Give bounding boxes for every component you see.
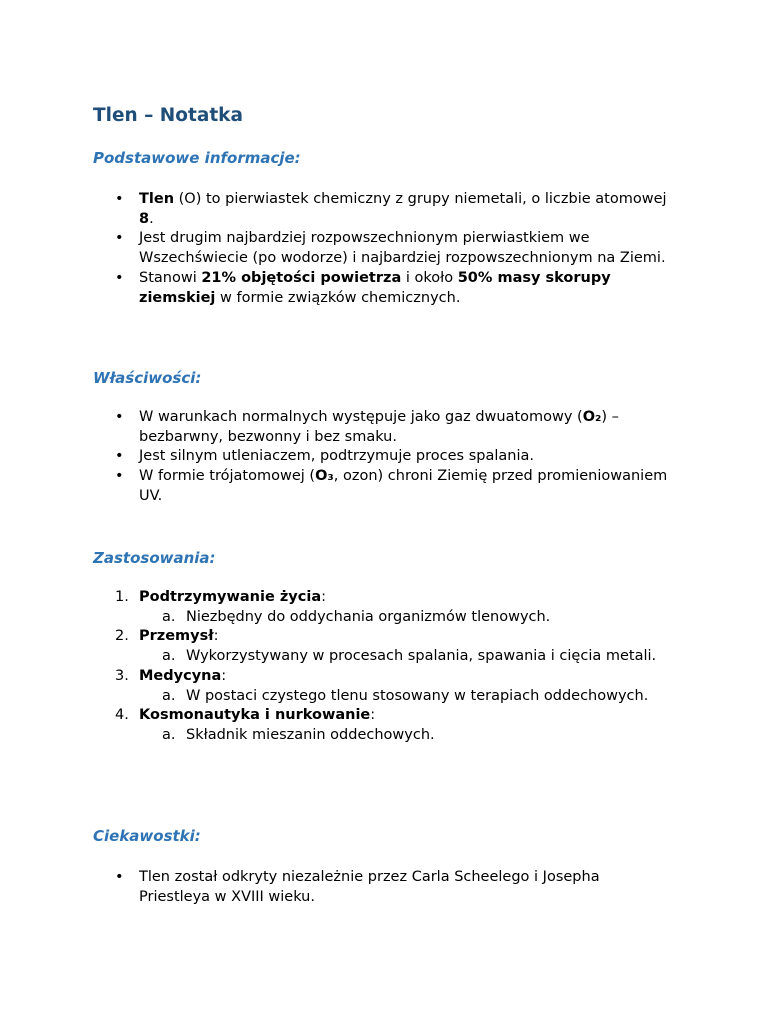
bullet-marker: • [115,191,124,207]
section-heading-applications: Zastosowania: [93,549,216,567]
item-text: W postaci czystego tlenu stosowany w terapiach oddechowych. [186,687,649,704]
sub-list-item [162,608,669,628]
applications-list [115,588,669,746]
list-item [115,408,669,447]
bullet-marker: • [115,468,124,485]
bold-term: Przemysł [139,628,214,645]
sub-list-item [162,687,669,707]
sub-list-letter: a. [162,726,176,743]
section-heading-properties: Właściwości: [93,369,202,387]
list-number: 2. [115,628,129,645]
sub-list-item [162,647,669,667]
list-item [115,868,669,907]
item-text: : [370,707,376,724]
bullet-marker: • [115,869,124,885]
list-item [115,447,669,467]
bold-term: 21% objętości powietrza [201,269,402,286]
item-text: Stanowi [139,269,202,286]
section-heading-basic-info: Podstawowe informacje: [93,149,301,167]
bold-term: Medycyna [139,667,222,684]
bold-term: Podtrzymywanie życia [139,589,322,605]
list-item [115,229,669,268]
item-text: (O) to pierwiastek chemiczny z grupy niemetali, o liczbie atomowej [174,191,667,207]
item-text: i około [401,269,458,286]
trivia-list [115,868,669,907]
list-item [115,627,669,666]
bullet-marker: • [115,269,124,286]
list-item [115,667,669,706]
item-text: : [213,628,219,645]
sub-list-item [162,726,669,746]
sub-list [139,647,669,667]
item-text: Jest silnym utleniaczem, podtrzymuje proces spalania. [139,448,534,465]
item-text: . [149,210,154,227]
page-title: Tlen – Notatka [93,105,243,126]
bold-term: Tlen [139,191,175,207]
list-number: 3. [115,667,129,684]
properties-list [115,408,669,507]
sub-list [139,687,669,707]
item-text: W formie trójatomowej ( [139,468,316,485]
section-heading-trivia: Ciekawostki: [93,827,201,845]
list-item [115,588,669,627]
list-item [115,467,669,506]
sub-list [139,608,669,628]
item-text: Niezbędny do oddychania organizmów tlenowych. [186,608,551,625]
item-text: Wykorzystywany w procesach spalania, spawania i cięcia metali. [186,648,657,665]
list-item [115,269,669,308]
bullet-marker: • [115,448,124,465]
list-number: 1. [115,589,129,605]
bullet-marker: • [115,409,124,425]
item-text: Tlen został odkryty niezależnie przez Carla Scheelego i Josepha Priestleya w XVIII wieku. [139,869,600,905]
sub-list-letter: a. [162,687,176,704]
list-number: 4. [115,707,129,724]
list-item [115,706,669,745]
sub-list [139,726,669,746]
basic-info-list [115,190,669,308]
item-text: W warunkach normalnych występuje jako gaz dwuatomowy ( [139,409,583,425]
item-text: w formie związków chemicznych. [215,289,461,306]
bold-term: O₂ [582,409,602,425]
sub-list-letter: a. [162,608,176,625]
bullet-marker: • [115,230,124,247]
item-text: ) – bezbarwny, bezwonny i bez smaku. [139,409,619,445]
list-item [115,190,669,229]
bold-term: O₃ [315,468,334,485]
item-text: Jest drugim najbardziej rozpowszechnionym pierwiastkiem we Wszechświecie (po wodorze) i najbardziej rozpowszechnionym na Ziemi. [139,230,666,267]
sub-list-letter: a. [162,648,176,665]
bold-term: 50% masy skorupy ziemskiej [139,269,611,306]
item-text: : [221,667,227,684]
item-text: Składnik mieszanin oddechowych. [186,726,435,743]
bold-term: 8 [139,210,150,227]
item-text: : [321,589,326,605]
bold-term: Kosmonautyka i nurkowanie [139,707,371,724]
item-text: , ozon) chroni Ziemię przed promieniowaniem UV. [139,468,668,504]
